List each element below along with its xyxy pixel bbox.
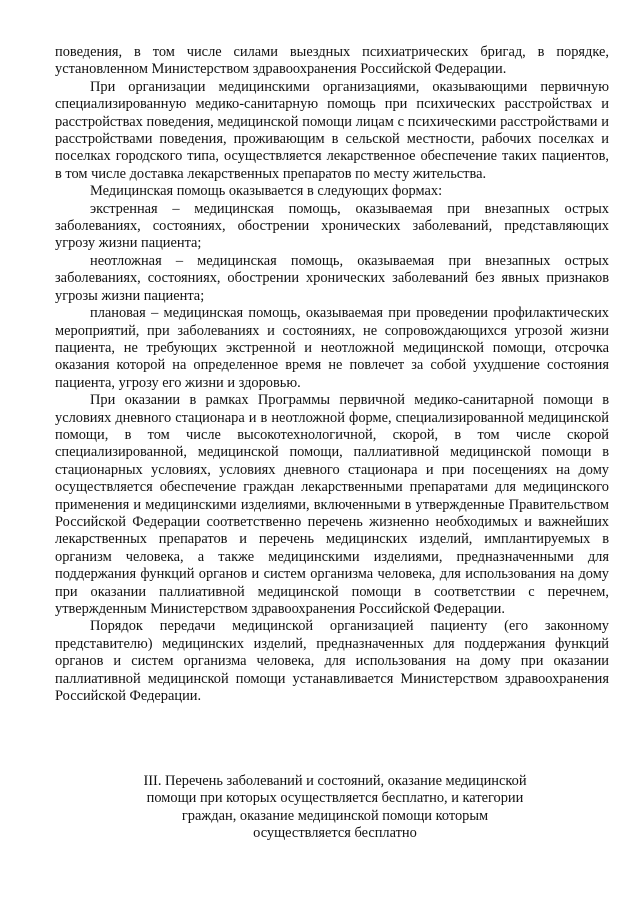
- section-heading-line: граждан, оказание медицинской помощи которым: [181, 807, 489, 824]
- section-heading-line: помощи при которых осуществляется бесплатно, и категории: [146, 790, 524, 807]
- paragraph: При оказании в рамках Программы первичной медико-санитарной помощи в условиях дневного стационара и в неотложной форме, специализированной медицинской помощи, в том числе высокотехнологичной, скорой, в том числе скорой специализированной, медицинской помощи, паллиативной медицинской помощи в стационарных условиях, условиях дневного стационара и при посещениях на дому осуществляется обеспечение граждан лекарственными препаратами для медицинского применения и медицинскими изделиями, включенными в утвержденные Правительством Российской Федерации соответственно перечень жизненно необходимых и важнейших лекарственных препаратов и перечень медицинских изделий, имплантируемых в организм человека, а также медицинскими изделиями, предназначенными для поддержания функций органов и систем организма человека, для использования на дому при оказании паллиативной медицинской помощи в соответствии с перечнем, утвержденным Министерством здравоохранения Российской Федерации.: [55, 392, 609, 617]
- paragraph: Порядок передачи медицинской организацией пациенту (его законному представителю) медицинских изделий, предназначенных для поддержания функций органов и систем организма человека, для использования на дому при оказании паллиативной медицинской помощи устанавливается Министерством здравоохранения Российской Федерации.: [55, 618, 609, 705]
- document-body: [55, 44, 609, 705]
- paragraph: При организации медицинскими организациями, оказывающими первичную специализированную медико-санитарную помощь при психических расстройствах и расстройствах поведения, медицинской помощи лицам с психическими расстройствами и расстройствами поведения, проживающим в сельской местности, рабочих поселках и поселках городского типа, осуществляется лекарственное обеспечение таких пациентов, в том числе доставка лекарственных препаратов по месту жительства.: [55, 78, 609, 182]
- paragraph: экстренная – медицинская помощь, оказываемая при внезапных острых заболеваниях, состояниях, обострении хронических заболеваний, представляющих угрозу жизни пациента;: [55, 200, 609, 252]
- paragraph: поведения, в том числе силами выездных психиатрических бригад, в порядке, установленном Министерством здравоохранения Российской Федерации.: [55, 44, 609, 78]
- paragraph: неотложная – медицинская помощь, оказываемая при внезапных острых заболеваниях, состояниях, обострении хронических заболеваний без явных признаков угрозы жизни пациента;: [55, 252, 609, 304]
- paragraph: плановая – медицинская помощь, оказываемая при проведении профилактических мероприятий, при заболеваниях и состояниях, не сопровождающихся угрозой жизни пациента, не требующих экстренной и неотложной медицинской помощи, отсрочка оказания которой на определенное время не повлечет за собой ухудшение состояния пациента, угрозу его жизни и здоровью.: [55, 305, 609, 391]
- paragraph: Медицинская помощь оказывается в следующих формах:: [90, 183, 443, 200]
- section-heading: [120, 773, 550, 843]
- section-heading-line: осуществляется бесплатно: [253, 825, 417, 842]
- section-heading-line: III. Перечень заболеваний и состояний, оказание медицинской: [143, 773, 527, 789]
